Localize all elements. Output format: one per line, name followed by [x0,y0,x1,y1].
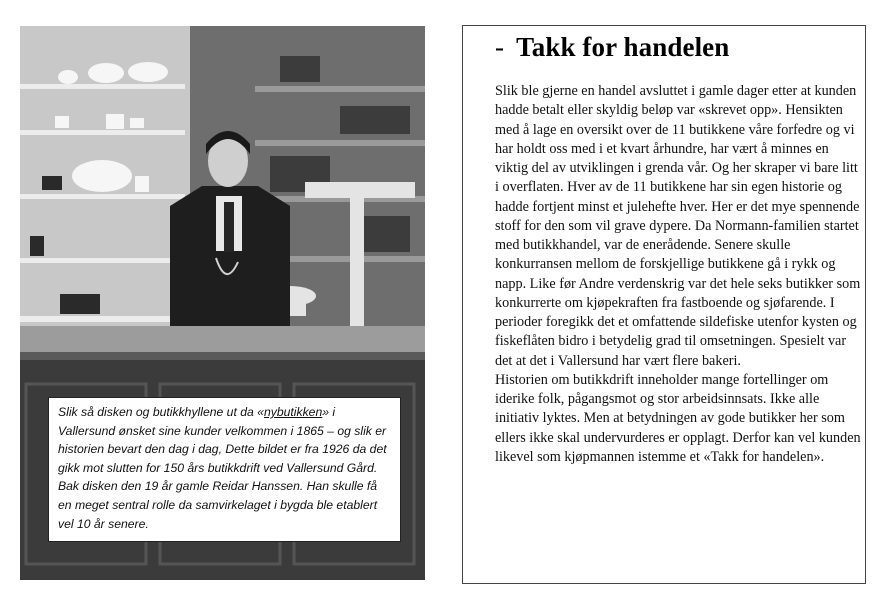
photo-caption [48,397,401,542]
article-body [495,82,863,467]
article-title [495,32,729,63]
caption-text-start: Slik så disken og butikkhyllene ut da « [58,405,264,419]
article-paragraph-1: Slik ble gjerne en handel avsluttet i gamle dager etter at kunden hadde betalt eller skyldig beløp var «skrevet opp». Hensikten med å lage en oversikt over de 11 butikkene våre forfedre og vi har holdt oss med i et kvart århundre, har vært å minnes en viktig del av utviklingen i grenda vår. Og her skraper vi bare litt i overflaten. Hver av de 11 butikkene har sin egen historie og hadde fortjent minst et julehefte hver. Her er det mye spennende stoff for den som vil grave dypere. Da Normann-familien startet med butikkhandel, var de enerådende. Senere skulle konkurransen mellom de forskjellige butikkene gå i rykk og napp. Like før Andre verdenskrig var det hele seks butikker som konkurrerte om kjøpekraften fra fastboende og sjøfarende. I perioder foregikk det et omfattende sildefiske utenfor kysten og fiskeflåten bidro i betydelig grad til omsetningen. Spesielt var det at det i Vallersund har vært flere bakeri. [495,83,861,369]
title-text: Takk for handelen [516,32,730,62]
article-paragraph-2: Historien om butikkdrift inneholder mange fortellinger om iderike folk, pågangsmot og stor arbeidsinnsats. Ikke alle initiativ lyktes. Men at betydningen av gode butikker her som ellers ikke skal undervurderes er opplagt. Derfor kan vel kunden likevel som kjøpmannen istemme et «Takk for handelen». [495,371,861,465]
article-text-box [462,25,866,584]
caption-underlined-word: nybutikken [263,405,323,419]
caption-text-end: » i Vallersund ønsket sine kunder velkommen i 1865 – og slik er historien bevart den dag i dag, Dette bildet er fra 1926 da det gikk mot slutten for 150 års butikkdrift ved Vallersund Gård. Bak disken den 19 år gamle Reidar Hanssen. Han skulle få en meget sentral rolle da samvirkelaget i bygda ble etablert vel 10 år senere. [58,405,387,531]
title-dash: - [495,32,505,62]
